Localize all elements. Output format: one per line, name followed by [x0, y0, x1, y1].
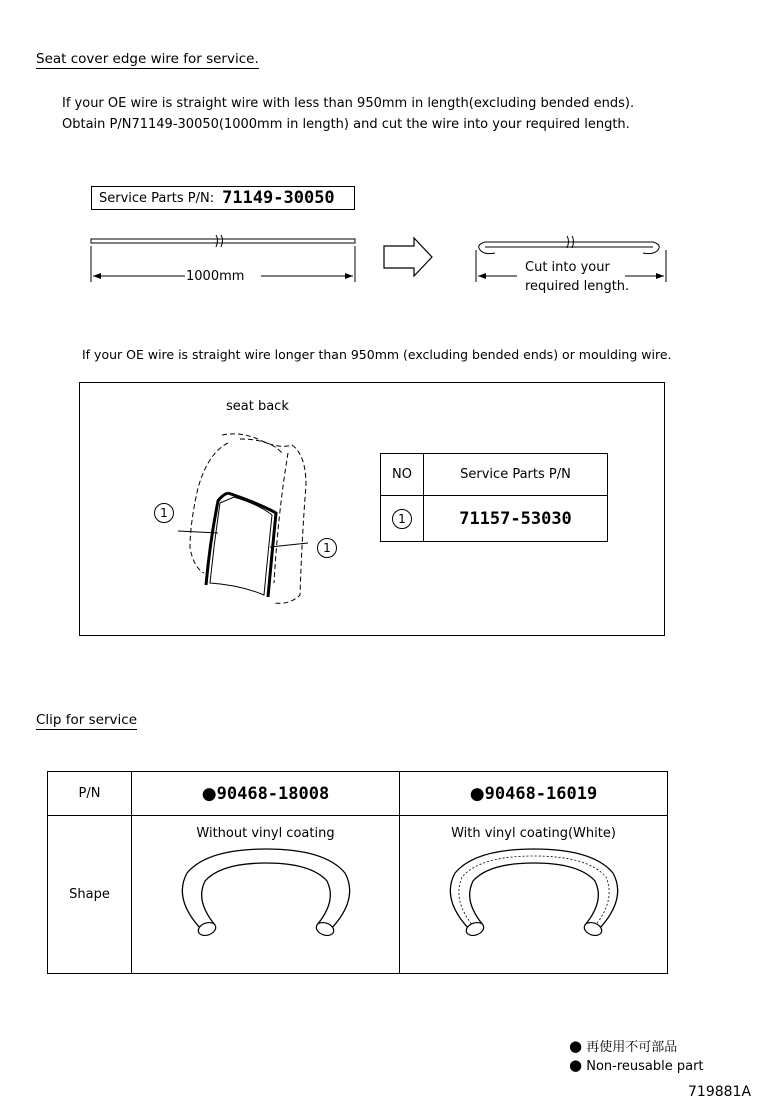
moulding-wire-intro: If your OE wire is straight wire longer than 950mm (excluding bended ends) or moulding wire. [82, 347, 672, 362]
non-reusable-icon: ● [469, 783, 485, 804]
table-cell-pn: 71157-53030 [424, 496, 608, 542]
section-title-clip: Clip for service [36, 712, 137, 728]
clip-table-shape-header: Shape [48, 816, 132, 974]
clip1-pn-cell [132, 772, 400, 816]
length-label: 1000mm [186, 269, 245, 284]
clip-table-pn-header: P/N [48, 772, 132, 816]
cut-label-line-2: required length. [525, 279, 630, 294]
legend-jp: ● 再使用不可部品 [569, 1037, 678, 1055]
right-arrow-icon [384, 238, 432, 276]
clip1-pn: 90468-18008 [216, 783, 330, 804]
figure-id: 719881A [688, 1084, 752, 1100]
seat-back-illustration [140, 423, 360, 613]
seat-back-label: seat back [226, 399, 289, 414]
bent-wire [476, 236, 666, 282]
table-header-no: NO [381, 454, 424, 496]
table-cell-no [381, 496, 424, 542]
clip2-shape-cell [400, 816, 668, 974]
service-parts-box [91, 186, 355, 210]
non-reusable-icon: ● [201, 783, 217, 804]
service-parts-label: Service Parts P/N: [99, 190, 215, 206]
callout-1-right: 1 [317, 538, 337, 558]
non-reusable-icon: ● [569, 1056, 583, 1074]
service-parts-number: 71149-30050 [222, 188, 335, 208]
non-reusable-icon: ● [569, 1037, 583, 1055]
callout-1-table: 1 [392, 509, 412, 529]
clip-table [47, 771, 668, 974]
section-title-edge-wire: Seat cover edge wire for service. [36, 51, 259, 67]
seat-back-panel [79, 382, 665, 636]
clip1-description: Without vinyl coating [196, 826, 335, 841]
legend-en: ● Non-reusable part [569, 1056, 704, 1074]
service-parts-table [380, 453, 608, 542]
clip1-illustration [171, 847, 361, 947]
clip2-pn-cell [400, 772, 668, 816]
instruction-line-1: If your OE wire is straight wire with less than 950mm in length(excluding bended ends). [62, 96, 635, 111]
cut-label-line-1: Cut into your [525, 260, 610, 275]
instruction-line-2: Obtain P/N71149-30050(1000mm in length) and cut the wire into your required length. [62, 117, 630, 132]
callout-1-left: 1 [154, 503, 174, 523]
clip2-illustration [439, 847, 629, 947]
clip2-description: With vinyl coating(White) [451, 826, 616, 841]
clip2-pn: 90468-16019 [484, 783, 598, 804]
clip1-shape-cell [132, 816, 400, 974]
table-header-pn: Service Parts P/N [424, 454, 608, 496]
